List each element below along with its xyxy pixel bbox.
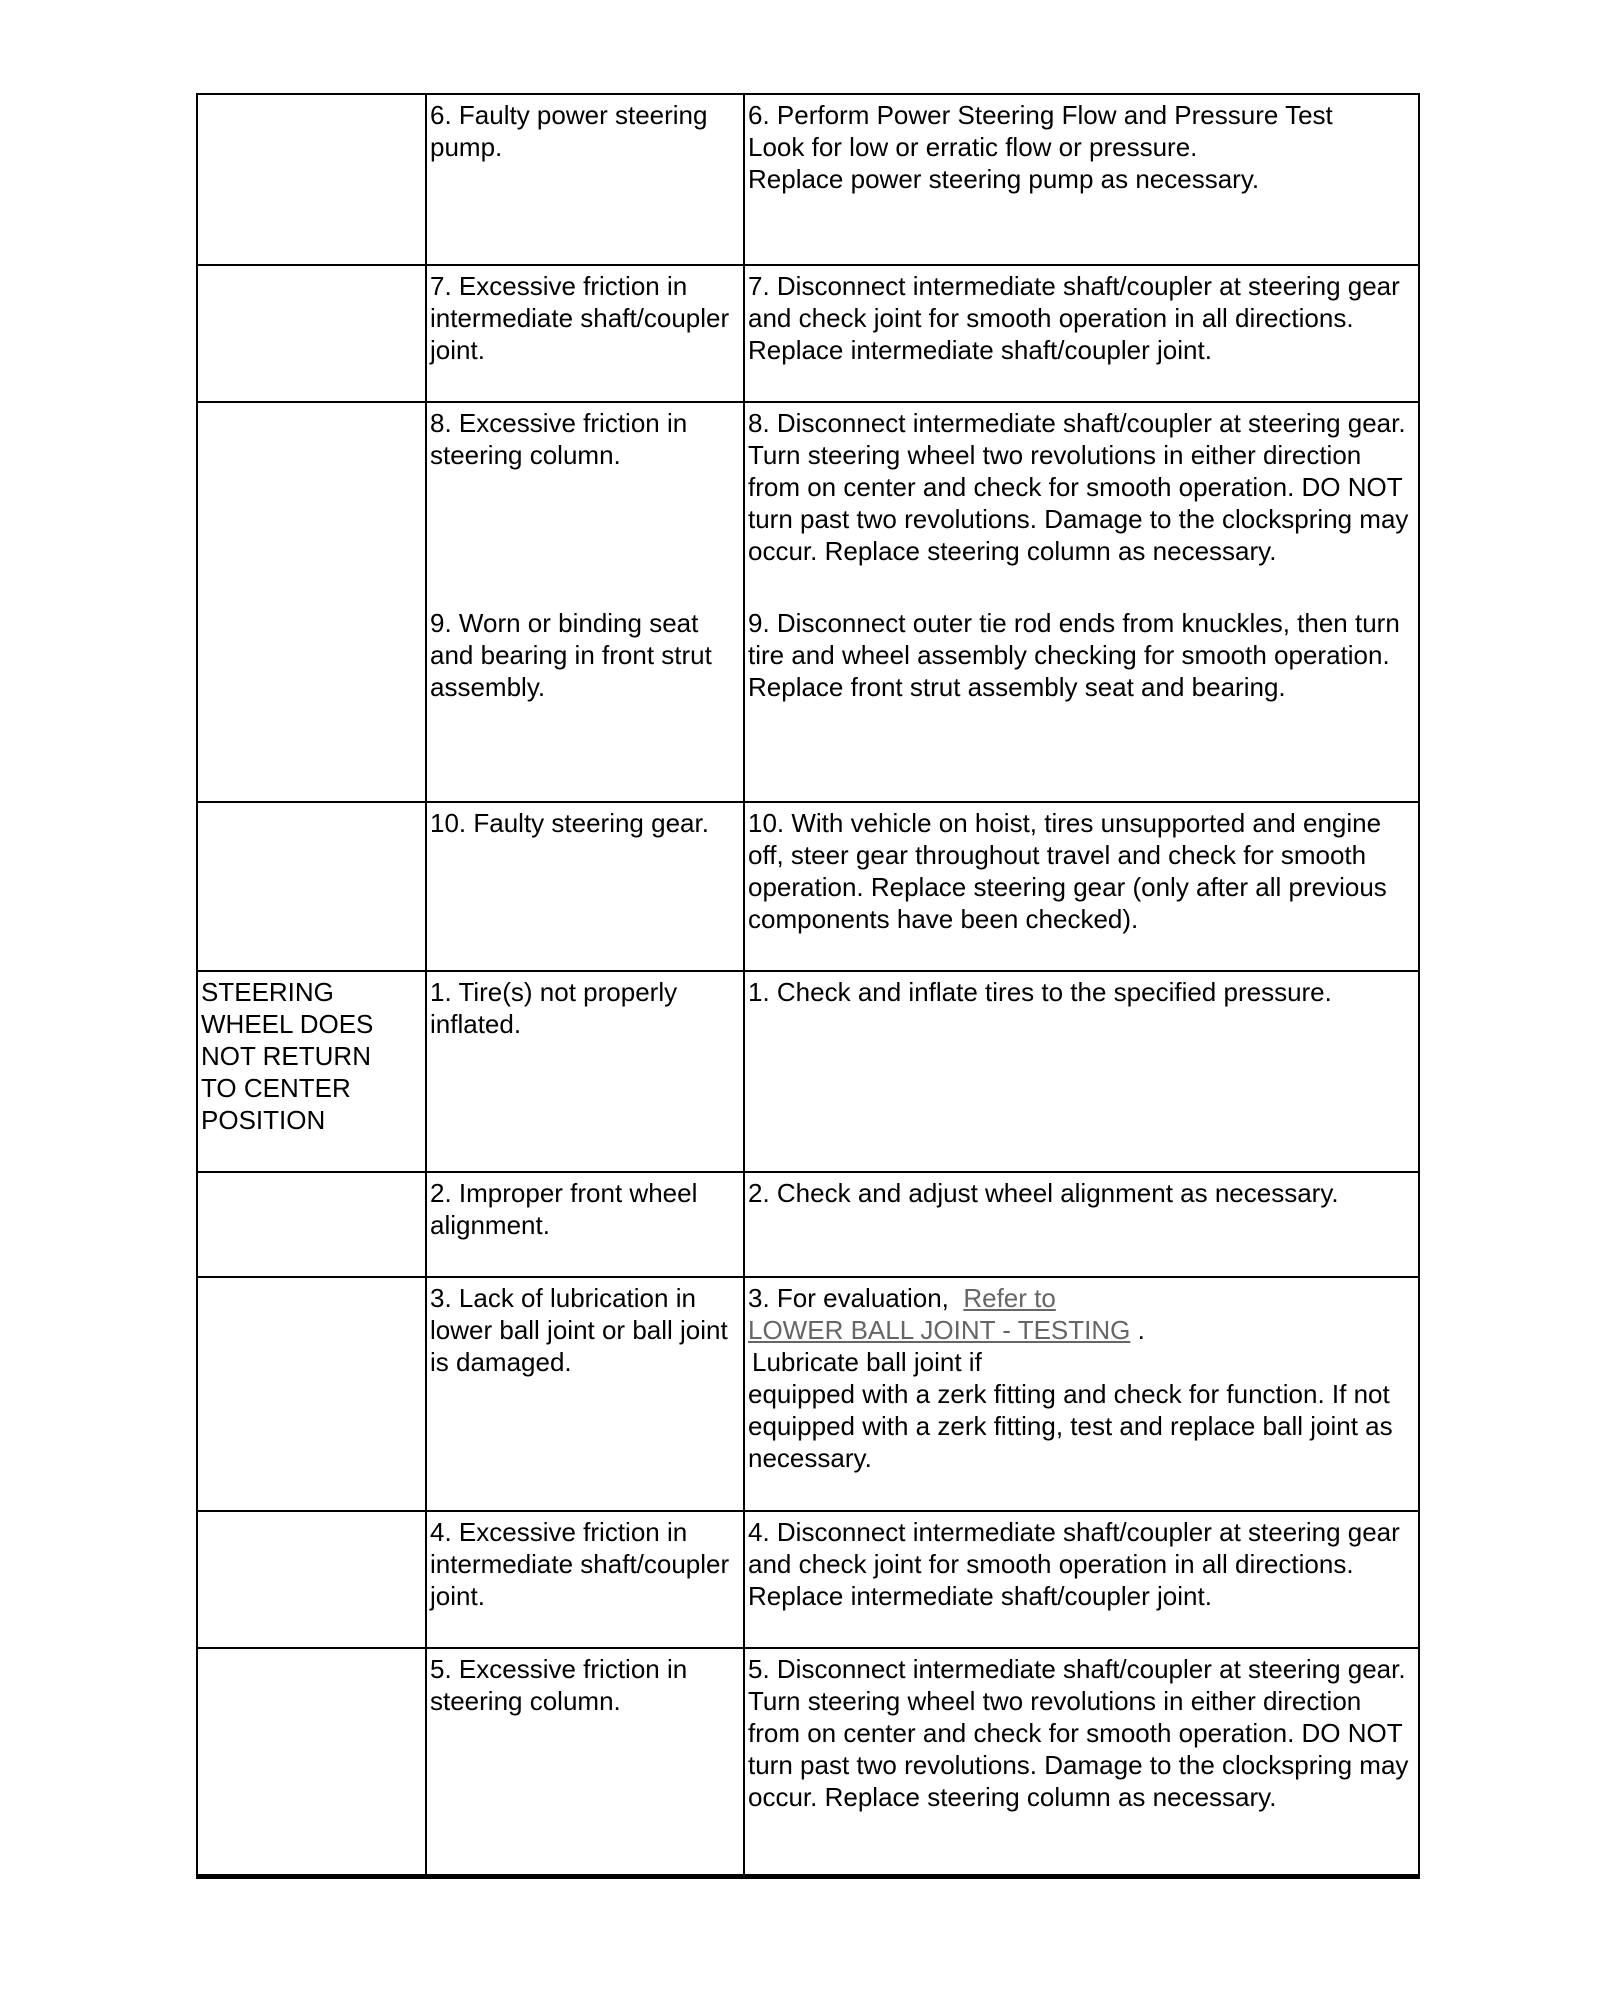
- table-row: [197, 402, 1419, 802]
- correction-cell: [744, 971, 1419, 1172]
- refer-to-link[interactable]: Refer to: [963, 1283, 1056, 1313]
- table-row: [197, 1648, 1419, 1876]
- cause-text: 1. Tire(s) not properly inflated.: [430, 977, 678, 1039]
- condition-cell: [197, 971, 426, 1172]
- condition-text: WHEEL DOES: [201, 1009, 374, 1039]
- condition-text: STEERING: [201, 977, 334, 1007]
- correction-cell: [744, 402, 1419, 802]
- correction-text: 1. Check and inflate tires to the specified pressure.: [748, 977, 1332, 1007]
- cause-text: 2. Improper front wheel alignment.: [430, 1178, 698, 1240]
- correction-cell: [744, 1648, 1419, 1876]
- correction-text: 9. Disconnect outer tie rod ends from knuckles, then turn tire and wheel assembly checking for smooth operation. Replace front strut assembly seat and bearing.: [748, 608, 1400, 702]
- correction-text: 7. Disconnect intermediate shaft/coupler at steering gear and check joint for smooth operation in all directions. Replace intermediate shaft/coupler joint.: [748, 271, 1400, 365]
- table-row: [197, 1172, 1419, 1277]
- cause-text: 7. Excessive friction in intermediate shaft/coupler joint.: [430, 271, 730, 365]
- condition-cell: [197, 1511, 426, 1648]
- table-row: [197, 94, 1419, 265]
- correction-text: Replace power steering pump as necessary.: [748, 164, 1260, 194]
- correction-text: Lubricate ball joint if: [752, 1347, 982, 1377]
- table-row: [197, 802, 1419, 971]
- condition-cell: [197, 1648, 426, 1876]
- condition-cell: [197, 1172, 426, 1277]
- cause-text: 4. Excessive friction in intermediate shaft/coupler joint.: [430, 1517, 730, 1611]
- correction-cell: [744, 1172, 1419, 1277]
- correction-cell: [744, 802, 1419, 971]
- condition-cell: [197, 802, 426, 971]
- diagnosis-table: [196, 93, 1420, 1879]
- cause-cell: [426, 94, 744, 265]
- correction-text: .: [1137, 1315, 1145, 1345]
- correction-cell: [744, 265, 1419, 402]
- cause-text: 5. Excessive friction in steering column.: [430, 1654, 688, 1716]
- cause-cell: [426, 1511, 744, 1648]
- correction-text: 6. Perform Power Steering Flow and Pressure Test: [748, 100, 1333, 130]
- cause-text: 3. Lack of lubrication in lower ball joint or ball joint is damaged.: [430, 1283, 728, 1377]
- cause-cell: [426, 265, 744, 402]
- correction-cell: [744, 94, 1419, 265]
- table-row: [197, 265, 1419, 402]
- condition-text: NOT RETURN: [201, 1041, 371, 1071]
- correction-cell: [744, 1277, 1419, 1511]
- cause-text: 6. Faulty power steering pump.: [430, 100, 708, 162]
- cause-text: 9. Worn or binding seat and bearing in front strut assembly.: [430, 608, 712, 702]
- cause-text: 10. Faulty steering gear.: [430, 808, 709, 838]
- cause-cell: [426, 802, 744, 971]
- cause-cell: [426, 971, 744, 1172]
- condition-cell: [197, 265, 426, 402]
- correction-text: 3. For evaluation,: [748, 1283, 949, 1313]
- table-row: [197, 971, 1419, 1172]
- correction-text: equipped with a zerk fitting and check for function. If not equipped with a zerk fitting, test and replace ball joint as necessary.: [748, 1379, 1393, 1473]
- cause-cell: [426, 1277, 744, 1511]
- correction-text: Look for low or erratic flow or pressure.: [748, 132, 1198, 162]
- correction-text: 4. Disconnect intermediate shaft/coupler at steering gear and check joint for smooth operation in all directions. Replace intermediate shaft/coupler joint.: [748, 1517, 1400, 1611]
- correction-cell: [744, 1511, 1419, 1648]
- table-row: [197, 1511, 1419, 1648]
- condition-cell: [197, 1277, 426, 1511]
- cause-cell: [426, 402, 744, 802]
- table-row: [197, 1277, 1419, 1511]
- cause-cell: [426, 1172, 744, 1277]
- correction-text: 2. Check and adjust wheel alignment as necessary.: [748, 1178, 1339, 1208]
- condition-text: POSITION: [201, 1105, 326, 1135]
- correction-text: 8. Disconnect intermediate shaft/coupler at steering gear. Turn steering wheel two revolutions in either direction from on center and check for smooth operation. DO NOT turn past two revolutions. Damage to the clockspring may occur. Replace steering column as necessary.: [748, 408, 1409, 566]
- condition-cell: [197, 402, 426, 802]
- correction-text: 10. With vehicle on hoist, tires unsupported and engine off, steer gear throughout travel and check for smooth operation. Replace steering gear (only after all previous components have been checked).: [748, 808, 1387, 934]
- condition-text: TO CENTER: [201, 1073, 351, 1103]
- correction-text: 5. Disconnect intermediate shaft/coupler at steering gear. Turn steering wheel two revolutions in either direction from on center and check for smooth operation. DO NOT turn past two revolutions. Damage to the clockspring may occur. Replace steering column as necessary.: [748, 1654, 1409, 1812]
- cause-text: 8. Excessive friction in steering column.: [430, 408, 688, 470]
- cause-cell: [426, 1648, 744, 1876]
- condition-cell: [197, 94, 426, 265]
- lower-ball-joint-testing-link[interactable]: LOWER BALL JOINT - TESTING: [748, 1315, 1131, 1345]
